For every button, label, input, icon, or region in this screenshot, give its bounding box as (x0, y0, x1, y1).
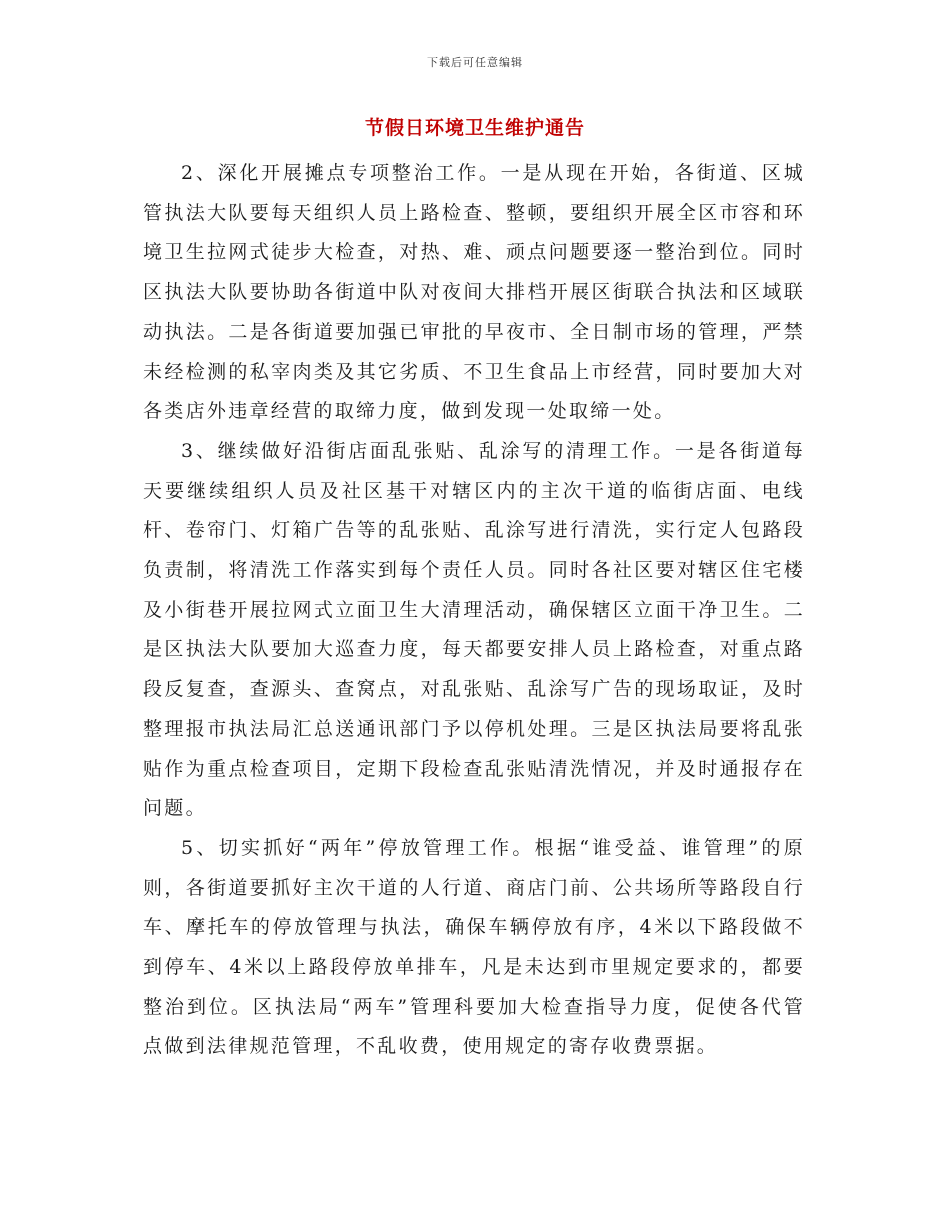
paragraph-parking-management: 5、切实抓好“两年”停放管理工作。根据“谁受益、谁管理”的原则，各街道要抓好主次干道的人行道、商店门前、公共场所等路段自行车、摩托车的停放管理与执法，确保车辆停放有序，4米以下路段做不到停车、4米以上路段停放单排车，凡是未达到市里规定要求的，都要整治到位。区执法局“两车”管理科要加大检查指导力度，促使各代管点做到法律规范管理，不乱收费，使用规定的寄存收费票据。 (143, 836, 805, 1058)
document-body (143, 154, 805, 1067)
paragraph-posting-cleanup: 3、继续做好沿街店面乱张贴、乱涂写的清理工作。一是各街道每天要继续组织人员及社区基干对辖区内的主次干道的临街店面、电线杆、卷帘门、灯箱广告等的乱张贴、乱涂写进行清洗，实行定人包路段负责制，将清洗工作落实到每个责任人员。同时各社区要对辖区住宅楼及小街巷开展拉网式立面卫生大清理活动，确保辖区立面干净卫生。二是区执法大队要加大巡查力度，每天都要安排人员上路检查，对重点路段反复查，查源头、查窝点，对乱张贴、乱涂写广告的现场取证，及时整理报市执法局汇总送通讯部门予以停机处理。三是区执法局要将乱张贴作为重点检查项目，定期下段检查乱张贴清洗情况，并及时通报存在问题。 (143, 439, 805, 820)
paragraph-stall-rectification: 2、深化开展摊点专项整治工作。一是从现在开始，各街道、区城管执法大队要每天组织人员上路检查、整顿，要组织开展全区市容和环境卫生拉网式徒步大检查，对热、难、顽点问题要逐一整治到位。同时区执法大队要协助各街道中队对夜间大排档开展区街联合执法和区域联动执法。二是各街道要加强已审批的早夜市、全日制市场的管理，严禁未经检测的私宰肉类及其它劣质、不卫生食品上市经营，同时要加大对各类店外违章经营的取缔力度，做到发现一处取缔一处。 (143, 162, 805, 423)
download-note: 下载后可任意编辑 (427, 56, 523, 69)
document-title: 节假日环境卫生维护通告 (364, 117, 585, 139)
